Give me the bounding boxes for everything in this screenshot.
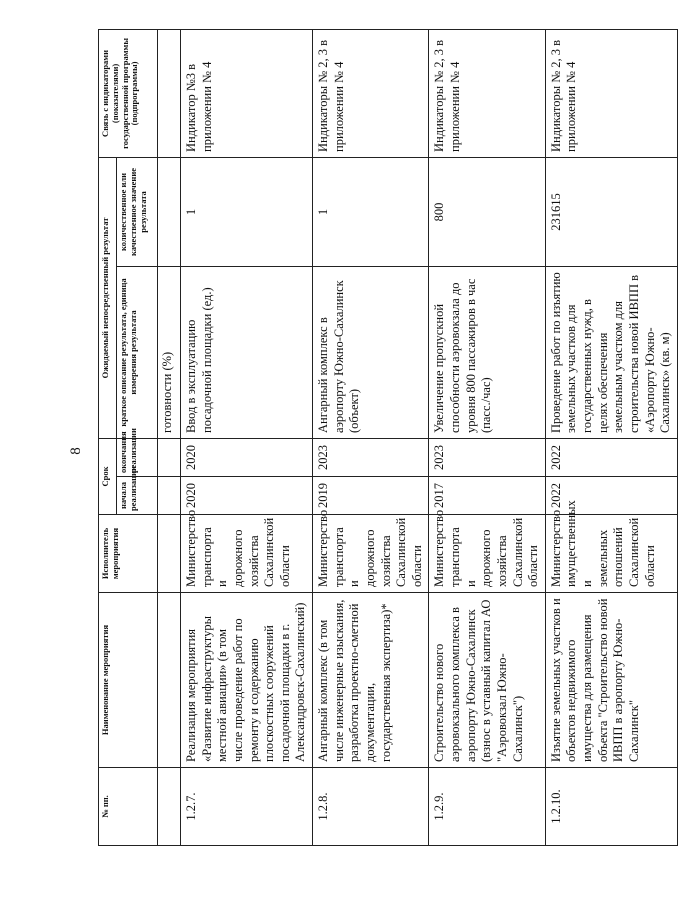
cell-name: Ангарный комплекс (в том числе инженерные изыскания, разработка проектно-сметной документации, государственная экспертиза)*: [313, 593, 429, 768]
cell-empty: [158, 768, 181, 846]
cell-name: Изъятие земельных участков и объектов недвижимого имущества для размещения объекта "Строительство новой ИВПП в аэропорту Южно-Сахалинск": [545, 593, 677, 768]
header-num: № пп.: [99, 768, 158, 846]
cell-empty: [158, 29, 181, 157]
table-row: [181, 29, 313, 845]
table-row-carryover: [158, 29, 181, 845]
cell-num: 1.2.10.: [545, 768, 677, 846]
header-term-end: окончания реализации: [117, 438, 158, 476]
cell-end: 2023: [313, 438, 429, 476]
cell-end: 2022: [545, 438, 677, 476]
cell-start: 2019: [313, 477, 429, 515]
cell-start: 2020: [181, 477, 313, 515]
header-result: Ожидаемый непосредственный результат: [99, 157, 117, 438]
cell-indicators: Индикаторы № 2, 3 в приложении № 4: [545, 29, 677, 157]
header-executor: Исполнитель мероприятия: [99, 515, 158, 593]
cell-result-value: 800: [429, 157, 545, 266]
cell-result-desc: Ввод в эксплуатацию посадочной площадки (ед.): [181, 266, 313, 438]
table-row: [313, 29, 429, 845]
cell-carryover-text: готовности (%): [158, 266, 181, 438]
page-number: 8: [68, 447, 84, 455]
table-row: [545, 29, 677, 845]
cell-indicators: Индикаторы № 2, 3 в приложении № 4: [429, 29, 545, 157]
cell-num: 1.2.8.: [313, 768, 429, 846]
cell-empty: [158, 438, 181, 476]
cell-result-value: 1: [181, 157, 313, 266]
cell-executor: Министерство имущественных и земельных отношений Сахалинской области: [545, 515, 677, 593]
cell-empty: [158, 157, 181, 266]
cell-name: Строительство нового аэровокзального комплекса в аэропорту Южно-Сахалинск (взнос в уставный капитал АО "Аэровокзал Южно-Сахалинск"): [429, 593, 545, 768]
cell-start: 2017: [429, 477, 545, 515]
header-result-desc: краткое описание результата, единица измерения результата: [117, 266, 158, 438]
cell-indicators: Индикатор №3 в приложении № 4: [181, 29, 313, 157]
header-name: Наименование мероприятия: [99, 593, 158, 768]
cell-executor: Министерство транспорта и дорожного хозяйства Сахалинской области: [313, 515, 429, 593]
header-result-value: количественное или качественное значение результата: [117, 157, 158, 266]
cell-result-value: 231615: [545, 157, 677, 266]
header-indicators: Связь с индикаторами (показателями) государственной программы (подпрограммы): [99, 29, 158, 157]
program-activities-table: [98, 29, 678, 846]
cell-result-value: 1: [313, 157, 429, 266]
header-term: Срок: [99, 438, 117, 514]
cell-result-desc: Ангарный комплекс в аэропорту Южно-Сахалинск (объект): [313, 266, 429, 438]
table-row: [429, 29, 545, 845]
program-activities-table-frame: [98, 30, 673, 846]
cell-executor: Министерство транспорта и дорожного хозяйства Сахалинской области: [181, 515, 313, 593]
cell-num: 1.2.9.: [429, 768, 545, 846]
cell-result-desc: Увеличение пропускной способности аэровокзала до уровня 800 пассажиров в час (пасс./час): [429, 266, 545, 438]
cell-num: 1.2.7.: [181, 768, 313, 846]
cell-executor: Министерство транспорта и дорожного хозяйства Сахалинской области: [429, 515, 545, 593]
cell-end: 2023: [429, 438, 545, 476]
header-term-start: начала реализации: [117, 477, 158, 515]
cell-empty: [158, 515, 181, 593]
cell-empty: [158, 593, 181, 768]
cell-name: Реализация мероприятия «Развитие инфраструктуры местной авиации» (в том числе проведение работ по ремонту и содержанию плоскостных сооружений посадочной площадки в г. Александровск-Сахалинский): [181, 593, 313, 768]
cell-indicators: Индикаторы № 2, 3 в приложении № 4: [313, 29, 429, 157]
cell-start: 2022: [545, 477, 677, 515]
cell-result-desc: Проведение работ по изъятию земельных участков для государственных нужд, в целях обеспечения земельным участком для строительства новой ИВПП в «Аэропорту Южно-Сахалинск» (кв. м): [545, 266, 677, 438]
cell-empty: [158, 477, 181, 515]
cell-end: 2020: [181, 438, 313, 476]
